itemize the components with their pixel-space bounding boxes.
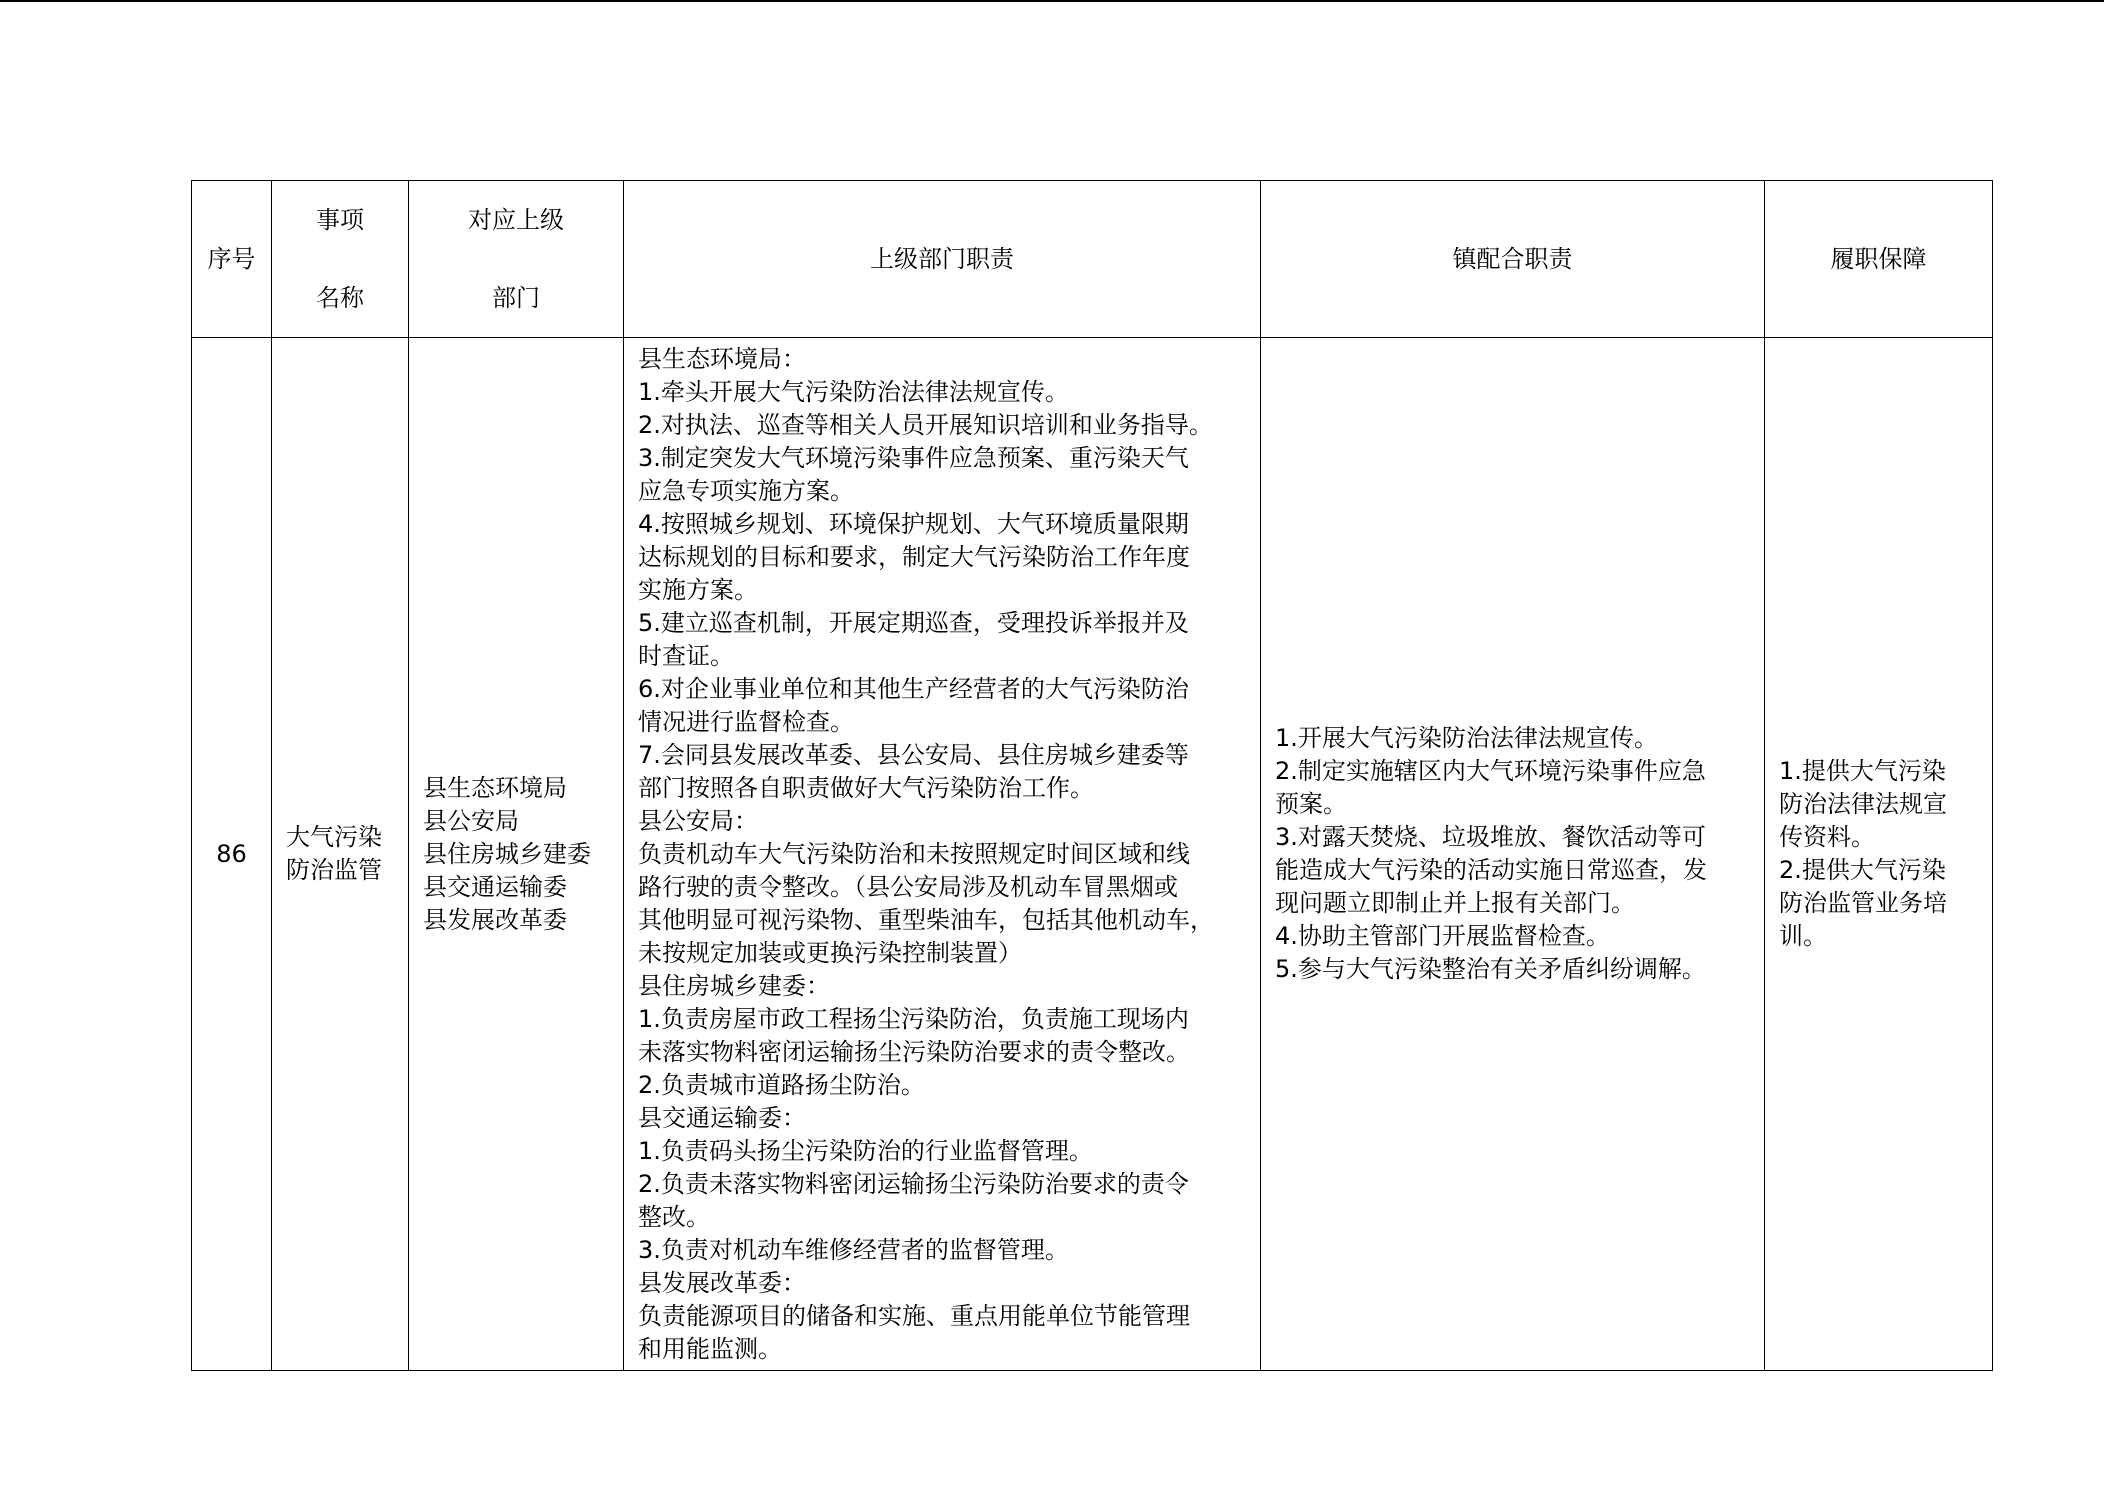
upper-duty-line: 情况进行监督检查。: [638, 707, 854, 736]
department-line: 县交通运输委: [423, 872, 567, 901]
page-top-border: [0, 0, 2104, 2]
row-item-name: [272, 338, 409, 1371]
town-duty-line: 4.协助主管部门开展监督检查。: [1275, 922, 1610, 950]
header-department-line1: 对应上级: [468, 206, 564, 234]
upper-duty-line: 应急专项实施方案。: [638, 476, 854, 505]
header-town-duties: 镇配合职责: [1261, 181, 1765, 338]
town-duty-line: 预案。: [1275, 790, 1347, 818]
upper-duty-line: 5.建立巡查机制，开展定期巡查，受理投诉举报并及: [638, 608, 1189, 637]
guarantee-line: 防治监管业务培: [1779, 889, 1947, 917]
header-seq: 序号: [192, 181, 272, 338]
upper-duty-line: 路行驶的责令整改。（县公安局涉及机动车冒黑烟或: [638, 872, 1178, 901]
guarantee-line: 防治法律法规宣: [1779, 790, 1947, 818]
upper-duty-line: 6.对企业事业单位和其他生产经营者的大气污染防治: [638, 674, 1189, 703]
department-line: 县公安局: [423, 806, 519, 835]
row-departments: [409, 338, 624, 1371]
upper-duty-line: 县发展改革委：: [638, 1268, 806, 1297]
upper-duty-line: 1.负责房屋市政工程扬尘污染防治，负责施工现场内: [638, 1004, 1189, 1033]
upper-duty-line: 2.负责城市道路扬尘防治。: [638, 1070, 925, 1099]
upper-duty-line: 1.负责码头扬尘污染防治的行业监督管理。: [638, 1136, 1093, 1165]
upper-duty-line: 4.按照城乡规划、环境保护规划、大气环境质量限期: [638, 509, 1189, 538]
town-duty-line: 5.参与大气污染整治有关矛盾纠纷调解。: [1275, 955, 1706, 983]
upper-duty-line: 实施方案。: [638, 575, 758, 604]
upper-duty-line: 县交通运输委：: [638, 1103, 806, 1132]
upper-duty-line: 2.负责未落实物料密闭运输扬尘污染防治要求的责令: [638, 1169, 1189, 1198]
header-item-name: [272, 181, 409, 338]
item-name-line: 防治监管: [286, 856, 382, 884]
upper-duty-line: 未按规定加装或更换污染控制装置）: [638, 938, 1022, 967]
guarantee-line: 2.提供大气污染: [1779, 856, 1946, 884]
upper-duty-line: 未落实物料密闭运输扬尘污染防治要求的责令整改。: [638, 1037, 1190, 1066]
upper-duty-line: 县住房城乡建委：: [638, 971, 830, 1000]
upper-duty-line: 负责能源项目的储备和实施、重点用能单位节能管理: [638, 1301, 1190, 1330]
town-duty-line: 1.开展大气污染防治法律法规宣传。: [1275, 724, 1658, 752]
upper-duty-line: 2.对执法、巡查等相关人员开展知识培训和业务指导。: [638, 410, 1213, 439]
upper-duty-line: 和用能监测。: [638, 1334, 782, 1363]
header-item-name-line1: 事项: [316, 206, 364, 234]
upper-duty-line: 7.会同县发展改革委、县公安局、县住房城乡建委等: [638, 740, 1189, 769]
department-line: 县住房城乡建委: [423, 839, 591, 868]
row-upper-duties: [624, 338, 1261, 1371]
upper-duty-line: 负责机动车大气污染防治和未按照规定时间区域和线: [638, 839, 1190, 868]
guarantee-line: 传资料。: [1779, 823, 1875, 851]
department-line: 县发展改革委: [423, 905, 567, 934]
town-duty-line: 2.制定实施辖区内大气环境污染事件应急: [1275, 757, 1706, 785]
upper-duty-line: 整改。: [638, 1202, 710, 1231]
row-guarantee: [1765, 338, 1993, 1371]
row-seq: 86: [192, 338, 272, 1371]
header-guarantee: 履职保障: [1765, 181, 1993, 338]
town-duty-line: 3.对露天焚烧、垃圾堆放、餐饮活动等可: [1275, 823, 1706, 851]
upper-duty-line: 县公安局：: [638, 806, 758, 835]
guarantee-line: 1.提供大气污染: [1779, 757, 1946, 785]
upper-duty-line: 县生态环境局：: [638, 344, 806, 373]
header-row: [192, 181, 1993, 338]
header-department: [409, 181, 624, 338]
upper-duty-line: 3.负责对机动车维修经营者的监督管理。: [638, 1235, 1069, 1264]
duty-table: [191, 180, 1993, 1371]
town-duty-line: 能造成大气污染的活动实施日常巡查，发: [1275, 856, 1707, 884]
row-town-duties: [1261, 338, 1765, 1371]
header-item-name-line2: 名称: [316, 284, 364, 312]
upper-duty-line: 3.制定突发大气环境污染事件应急预案、重污染天气: [638, 443, 1189, 472]
table-row: [192, 338, 1993, 1371]
upper-duty-line: 1.牵头开展大气污染防治法律法规宣传。: [638, 377, 1069, 406]
upper-duty-line: 达标规划的目标和要求，制定大气污染防治工作年度: [638, 542, 1190, 571]
header-department-line2: 部门: [492, 284, 540, 312]
department-line: 县生态环境局: [423, 773, 567, 802]
upper-duty-line: 时查证。: [638, 641, 734, 670]
guarantee-line: 训。: [1779, 922, 1827, 950]
item-name-line: 大气污染: [286, 823, 382, 851]
header-upper-duties: 上级部门职责: [624, 181, 1261, 338]
town-duty-line: 现问题立即制止并上报有关部门。: [1275, 889, 1635, 917]
upper-duty-line: 其他明显可视污染物、重型柴油车，包括其他机动车，: [638, 905, 1214, 934]
upper-duty-line: 部门按照各自职责做好大气污染防治工作。: [638, 773, 1094, 802]
